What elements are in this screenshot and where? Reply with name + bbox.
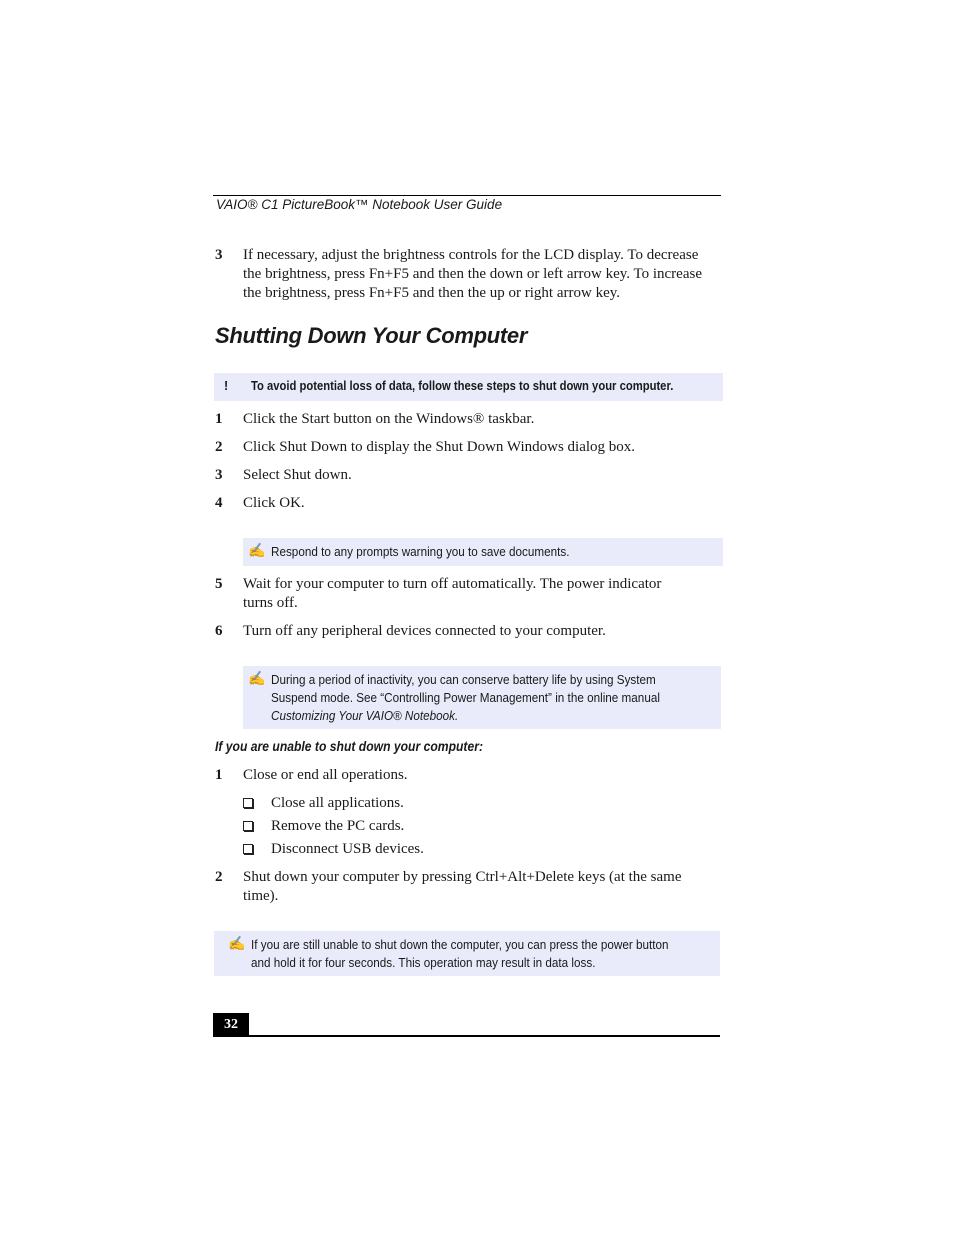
step-text-line: Shut down your computer by pressing Ctrl+Alt+Delete keys (at the same: [243, 869, 682, 885]
note-text-line: Suspend mode. See “Controlling Power Management” in the online manual: [271, 690, 660, 705]
step-text-line: If necessary, adjust the brightness controls for the LCD display. To decrease: [243, 247, 699, 263]
step-item: [215, 466, 721, 485]
step-number: 3: [215, 467, 223, 483]
note-text-line: If you are still unable to shut down the computer, you can press the power button: [251, 937, 669, 952]
step-item: [215, 494, 721, 513]
pencil-note-icon: ✍: [248, 670, 266, 686]
step-text: Select Shut down.: [243, 467, 352, 483]
step-text: Click OK.: [243, 495, 305, 511]
checkbox-bullet-icon: [243, 821, 253, 831]
note-text: Respond to any prompts warning you to save documents.: [271, 544, 570, 559]
step-item: [215, 410, 721, 429]
warning-box: [214, 373, 723, 401]
step-text-line: turns off.: [243, 595, 298, 611]
header-rule: [213, 195, 721, 196]
step-text-line: time).: [243, 888, 279, 904]
manual-title: Customizing Your VAIO® Notebook.: [271, 708, 459, 723]
step-text: [243, 868, 721, 906]
step-text-line: Wait for your computer to turn off automatically. The power indicator: [243, 576, 662, 592]
checkbox-bullet-item: [243, 794, 703, 813]
step-number: 2: [215, 439, 223, 455]
step-text: Click Shut Down to display the Shut Down Windows dialog box.: [243, 439, 636, 455]
step-item: [215, 766, 721, 785]
warning-text: To avoid potential loss of data, follow these steps to shut down your computer.: [251, 379, 674, 393]
bullet-text: Disconnect USB devices.: [271, 841, 424, 857]
note-box: [243, 666, 721, 729]
step-number: 3: [215, 247, 223, 263]
pencil-note-icon: ✍: [228, 935, 246, 951]
note-text: [271, 671, 660, 725]
step-text-line: Turn off any peripheral devices connected to your computer.: [243, 623, 606, 639]
bullet-text: Remove the PC cards.: [271, 818, 405, 834]
step-number: 1: [215, 767, 223, 783]
note-text: [251, 936, 669, 972]
note-box: [214, 931, 720, 976]
step-number: 2: [215, 869, 223, 885]
subheading: If you are unable to shut down your computer:: [215, 739, 483, 754]
checkbox-bullet-item: [243, 817, 703, 836]
step-number: 5: [215, 576, 223, 592]
note-text-line: and hold it for four seconds. This operation may result in data loss.: [251, 955, 596, 970]
exclamation-icon: !: [224, 379, 229, 393]
step-text: Close or end all operations.: [243, 767, 408, 783]
step-number: 1: [215, 411, 223, 427]
step-item: [215, 438, 721, 457]
step-item: [215, 868, 721, 908]
section-title: Shutting Down Your Computer: [215, 323, 528, 348]
step-item: [215, 575, 721, 615]
checkbox-bullet-icon: [243, 798, 253, 808]
step-item: [215, 622, 721, 641]
step-text: [243, 246, 721, 303]
step-number: 4: [215, 495, 223, 511]
step-text-line: the brightness, press Fn+F5 and then the down or left arrow key. To increase: [243, 266, 702, 282]
pencil-note-icon: ✍: [248, 542, 266, 558]
step-text: Click the Start button on the Windows® taskbar.: [243, 411, 535, 427]
note-text-line: During a period of inactivity, you can conserve battery life by using System: [271, 672, 656, 687]
checkbox-bullet-icon: [243, 844, 253, 854]
step-text: [243, 575, 721, 613]
running-header: VAIO® C1 PictureBook™ Notebook User Guide: [216, 197, 503, 212]
step-text: [243, 622, 721, 641]
step-text-line: the brightness, press Fn+F5 and then the up or right arrow key.: [243, 285, 621, 301]
checkbox-bullet-item: [243, 840, 703, 859]
intro-step: [215, 246, 721, 306]
step-number: 6: [215, 623, 223, 639]
footer-rule: [213, 1035, 720, 1037]
page-number: 32: [213, 1013, 249, 1036]
note-box: [243, 538, 723, 566]
bullet-text: Close all applications.: [271, 795, 404, 811]
